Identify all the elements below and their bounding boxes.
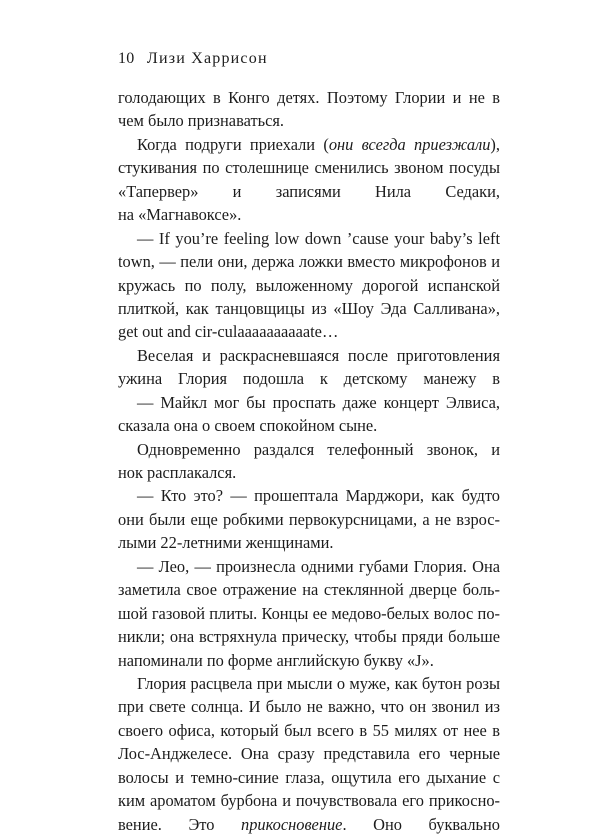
text-line <box>118 203 500 226</box>
text-segment: get out and cir-culaaaaaaaaaate… <box>118 322 339 342</box>
text-line <box>118 391 500 414</box>
text-segment: Глория расцвела при мысли о муже, как бутон розы <box>137 673 500 693</box>
text-line <box>118 719 500 742</box>
text-segment: — Кто это? — прошептала Марджори, как будто <box>137 486 500 506</box>
text-line <box>118 649 500 672</box>
text-segment: шой газовой плиты. Концы ее медово-белых волос по- <box>118 603 500 623</box>
text-segment: кружась по полу, выложенному дорогой испанской <box>118 275 500 295</box>
text-segment: ужина Глория подошла к детскому манежу в <box>118 369 500 389</box>
text-line <box>118 813 500 836</box>
text-segment: — Майкл мог бы проспать даже концерт Элвиса, <box>137 392 500 412</box>
text-segment: ким ароматом бурбона и почувствовала его прикосно- <box>118 791 500 811</box>
italic-text: прикосновение <box>241 814 343 834</box>
text-line <box>118 133 500 156</box>
text-line <box>118 438 500 461</box>
text-line <box>118 484 500 507</box>
text-line <box>118 742 500 765</box>
text-segment: town, — пели они, держа ложки вместо микрофонов и <box>118 252 500 272</box>
text-segment: плиткой, как танцовщицы из «Шоу Эда Салливана», <box>118 298 500 318</box>
text-line <box>118 250 500 273</box>
body-text <box>118 86 500 836</box>
text-line <box>118 508 500 531</box>
text-segment: «Тапервер» и записями Нила Седаки, <box>118 181 500 201</box>
text-line <box>118 274 500 297</box>
text-segment: чем было признаваться. <box>118 111 284 131</box>
text-segment: сказала она о своем спокойном сыне. <box>118 416 378 436</box>
text-segment: Лос-Анджелесе. Она сразу представила его черные <box>118 744 500 764</box>
text-line <box>118 344 500 367</box>
text-line <box>118 766 500 789</box>
text-line <box>118 672 500 695</box>
text-line <box>118 625 500 648</box>
text-segment: на «Магнавоксе». <box>118 205 242 225</box>
text-line <box>118 414 500 437</box>
text-line <box>118 297 500 320</box>
text-segment: — If you’re feeling low down ’cause your baby’s left <box>137 228 500 248</box>
text-line <box>118 555 500 578</box>
text-line <box>118 367 500 390</box>
text-line <box>118 602 500 625</box>
text-line <box>118 86 500 109</box>
text-segment: напоминали по форме английскую букву «J». <box>118 650 434 670</box>
text-line <box>118 789 500 812</box>
text-line <box>118 180 500 203</box>
text-segment: заметила свое отражение на стеклянной дверце боль- <box>118 580 500 600</box>
text-line <box>118 531 500 554</box>
text-line <box>118 320 500 343</box>
text-segment: нок расплакался. <box>118 463 237 482</box>
text-segment: волосы и темно-синие глаза, ощутила его дыхание с <box>118 767 500 787</box>
text-segment: Веселая и раскрасневшаяся после приготовления <box>137 345 500 365</box>
text-segment: своего офиса, который был всего в 55 милях от нее в <box>118 720 500 740</box>
text-segment: — Лео, — произнесла одними губами Глория. Она <box>137 556 500 576</box>
text-line <box>118 156 500 179</box>
text-line <box>118 578 500 601</box>
text-segment: лыми 22-летними женщинами. <box>118 533 334 553</box>
text-line <box>118 109 500 132</box>
text-segment: никли; она встряхнула прическу, чтобы пряди больше <box>118 627 500 647</box>
text-segment: при свете солнца. И было не важно, что он звонил из <box>118 697 500 717</box>
text-segment: . Оно буквально <box>342 814 500 834</box>
text-segment: стукивания по столешнице сменились звоном посуды <box>118 158 500 178</box>
text-segment: голодающих в Конго детях. Поэтому Глории и не в <box>118 88 500 107</box>
running-header <box>118 50 268 68</box>
text-line <box>118 695 500 718</box>
text-line <box>118 461 500 484</box>
text-segment: ), <box>490 134 500 154</box>
text-segment: они были еще робкими первокурсницами, а не взрос- <box>118 509 500 529</box>
text-line <box>118 227 500 250</box>
text-segment: Когда подруги приехали ( <box>137 134 329 154</box>
italic-text: они всегда приезжали <box>328 134 491 154</box>
running-head-author: Лизи Харрисон <box>146 50 268 67</box>
text-segment: Одновременно раздался телефонный звонок, и <box>137 439 500 459</box>
page-number: 10 <box>118 50 135 67</box>
text-segment: вение. Это <box>118 814 242 834</box>
